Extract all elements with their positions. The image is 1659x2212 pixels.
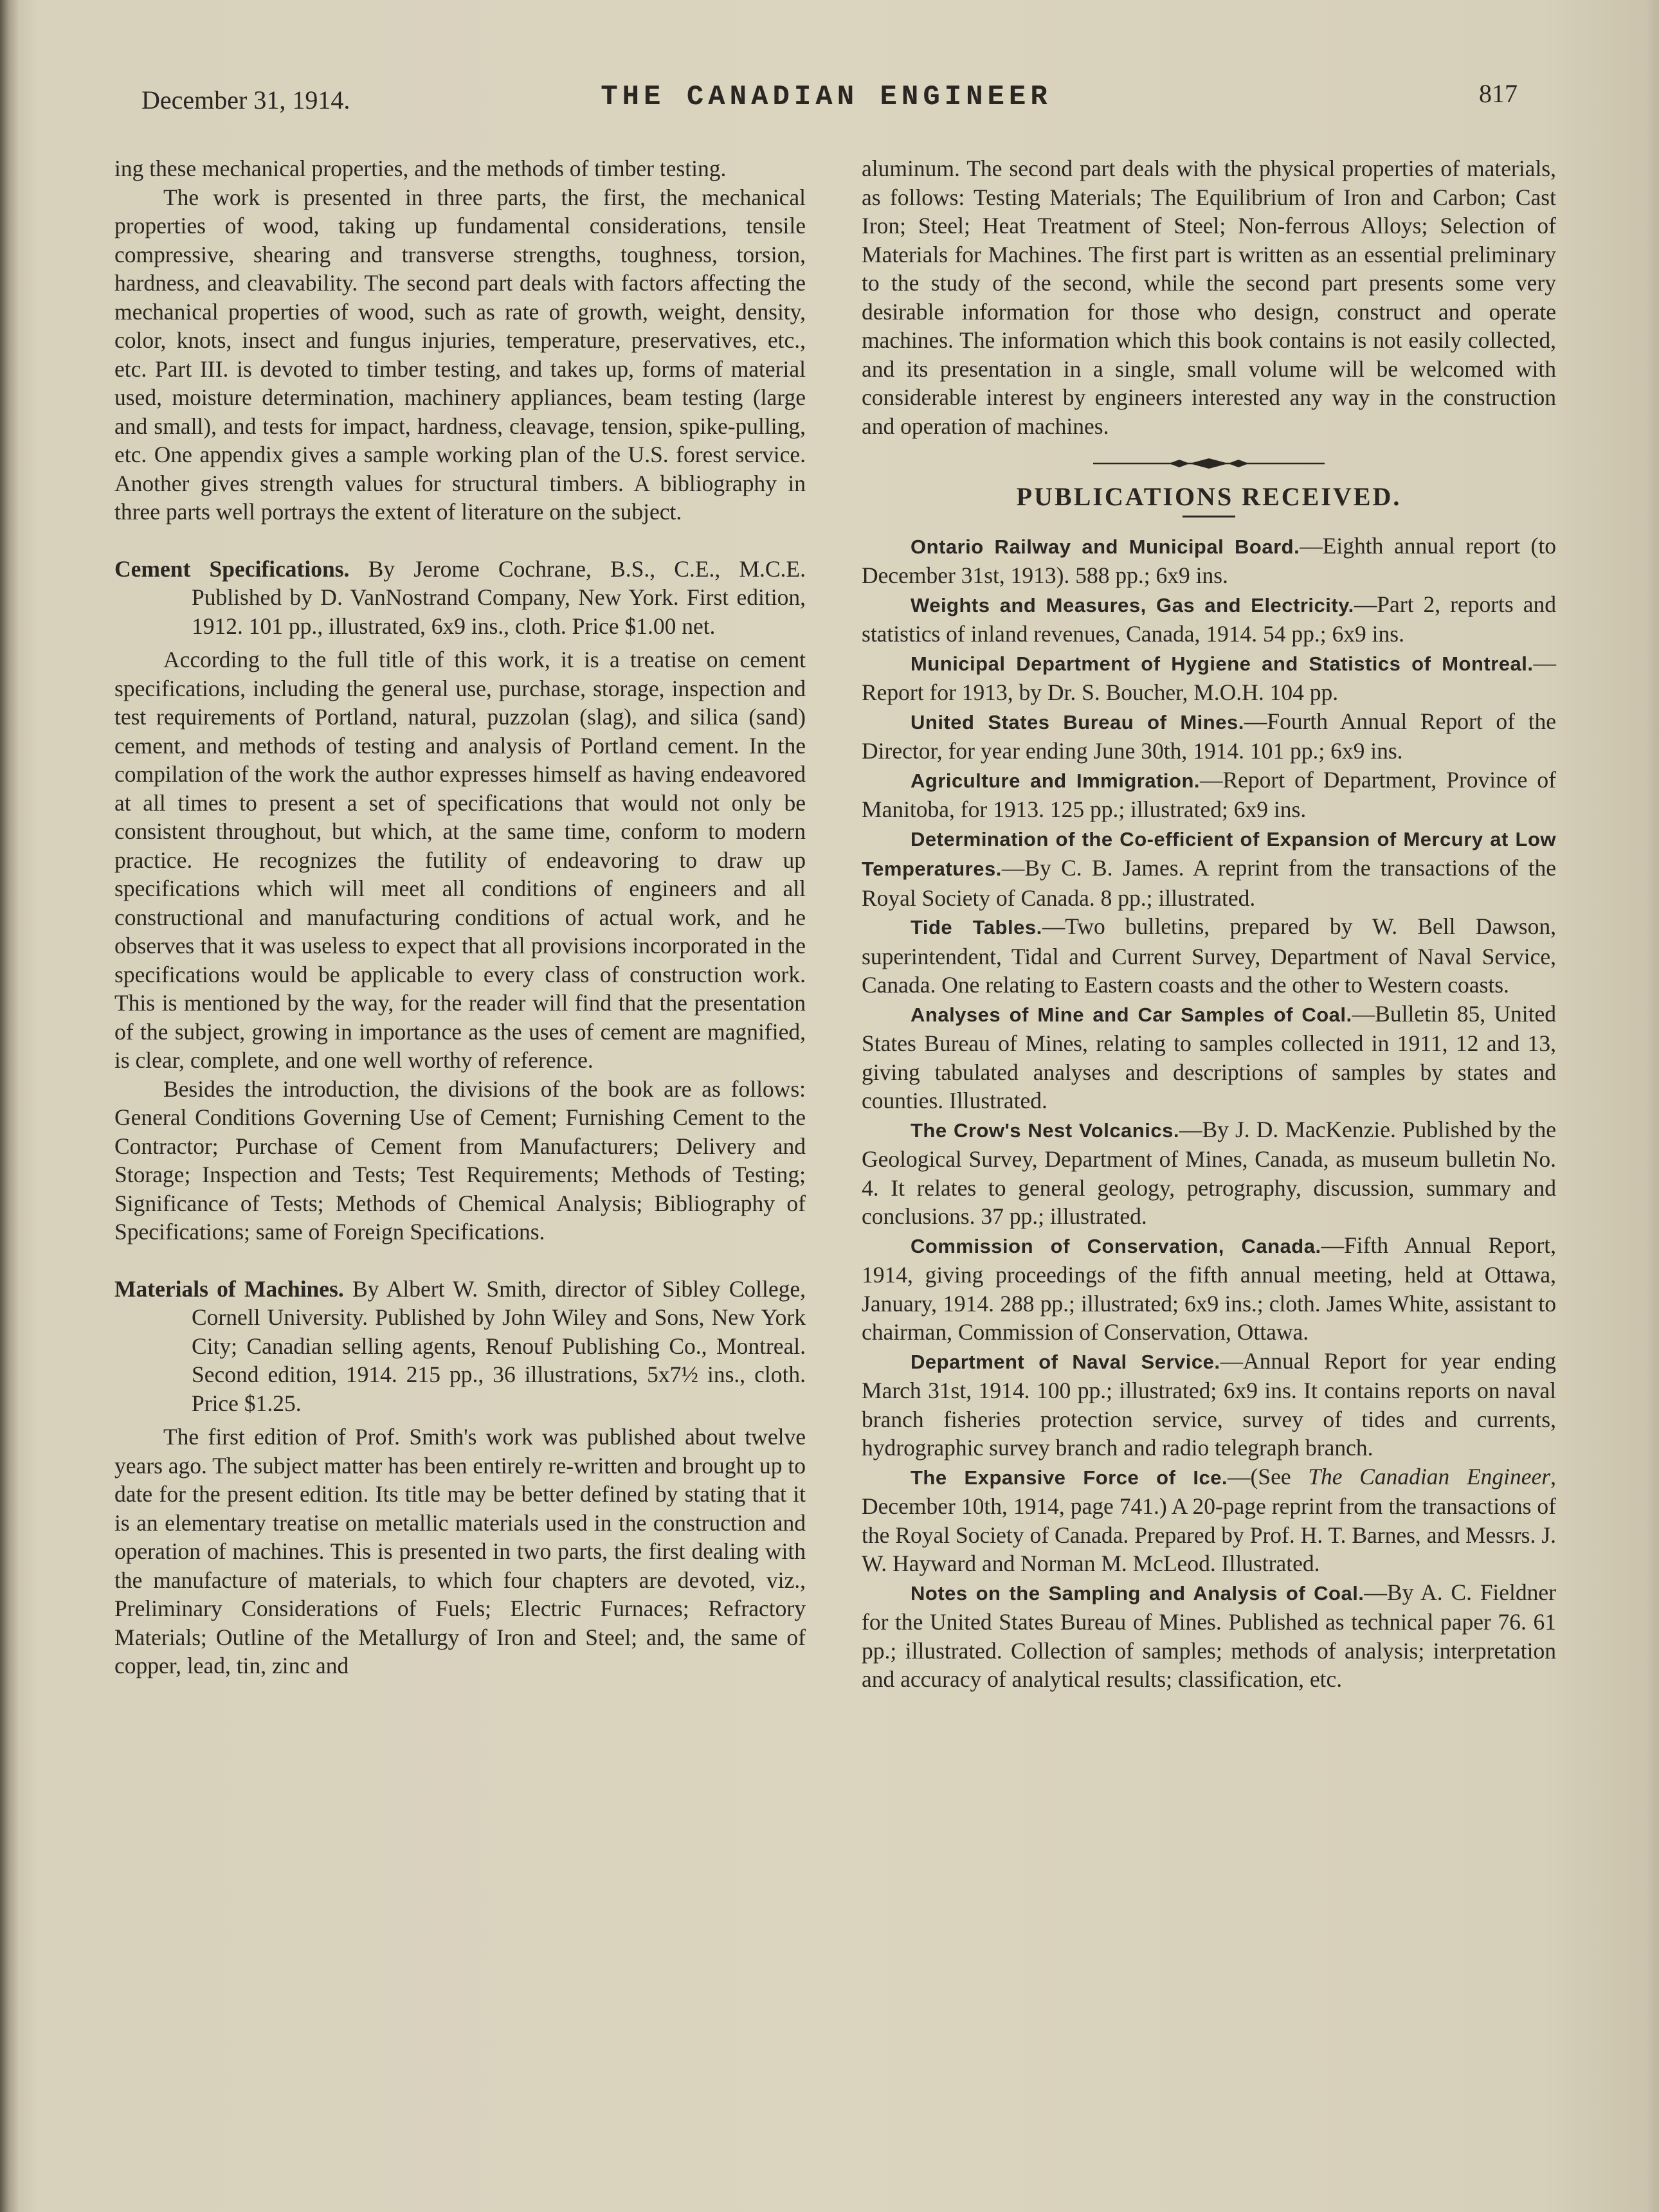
machines-continuation: aluminum. The second part deals with the physical properties of materials, as follows: Testing Materials; The Equilibrium of Iron and Carbon; Cast Iron; Steel; Heat Treatment of Steel; Non-ferrous Alloys; Selection of Materials for Machines. The first part is written as an essential preliminary to the study of the second, while the second part presents some very desirable information for those who design, construct and operate machines. The information which this book contains is not easily collected, and its presentation in a single, small volume will be welcomed with considerable interest by engineers interested any way in the construction and operation of machines. bbox=[862, 156, 1556, 439]
publication-entry: Notes on the Sampling and Analysis of Coal.—By A. C. Fieldner for the United States Bureau of Mines. Published as technical paper 76. 61 pp.; illustrated. Collection of samples; methods of analysis; interpretation and accuracy of analytical results; classification, etc. bbox=[862, 1579, 1556, 1692]
right-column bbox=[862, 154, 1556, 1694]
page-number: 817 bbox=[1479, 79, 1518, 108]
cement-review-heading bbox=[114, 555, 806, 641]
machines-paragraph-1: The first edition of Prof. Smith's work was published about twelve years ago. The subject matter has been entirely re-written and brought up to date for the present edition. Its title may be better defined by stating that it is an elementary treatise on metallic materials used in the construction and operation of machines. This is presented in two parts, the first dealing with the manufacture of materials, to which four chapters are devoted, viz., Preliminary Considerations of Fuels; Electric Furnaces; Refractory Materials; Outline of the Metallurgy of Iron and Steel; and, the same of copper, lead, tin, zinc and bbox=[114, 1424, 806, 1678]
journal-title: THE CANADIAN ENGINEER bbox=[601, 81, 1052, 113]
publication-entry: The Expansive Force of Ice.—(See The Canadian Engineer, December 10th, 1914, page 741.) A 20-page reprint from the transactions of the Royal Society of Canada. Prepared by Prof. H. T. Barnes, and Messrs. J. W. Hayward and Norman M. McLeod. Illustrated. bbox=[862, 1463, 1556, 1576]
publication-entry: Determination of the Co-efficient of Expansion of Mercury at Low Temperatures.—By C. B. James. A reprint from the transactions of the Royal Society of Canada. 8 pp.; illustrated. bbox=[862, 827, 1556, 911]
heading-rule bbox=[1183, 516, 1235, 517]
machines-title: Materials of Machines. bbox=[114, 1275, 344, 1302]
publication-entry: Tide Tables.—Two bulletins, prepared by W. Bell Dawson, superintendent, Tidal and Current Survey, Department of Naval Service, Canada. One relating to Eastern coasts and the other to Western coasts. bbox=[862, 913, 1556, 998]
publication-entry: Municipal Department of Hygiene and Statistics of Montreal.—Report for 1913, by Dr. S. Boucher, M.O.H. 104 pp. bbox=[862, 649, 1556, 705]
cement-byline: By Jerome Cochrane, B.S., C.E., M.C.E. Published by D. VanNostrand Company, New York. First edition, 1912. 101 pp., illustrated, 6x9 ins., cloth. Price $1.00 net. bbox=[192, 555, 806, 639]
ornament-divider bbox=[862, 457, 1556, 470]
left-column bbox=[114, 154, 806, 1680]
page-header bbox=[135, 72, 1518, 117]
publication-entry: Weights and Measures, Gas and Electricity.—Part 2, reports and statistics of inland revenues, Canada, 1914. 54 pp.; 6x9 ins. bbox=[862, 591, 1556, 647]
intro-paragraph: The work is presented in three parts, the first, the mechanical properties of wood, taking up fundamental considerations, tensile compressive, shearing and transverse strengths, toughness, torsion, hardness, and cleavability. The second part deals with factors affecting the mechanical properties of wood, such as rate of growth, weight, density, color, knots, insect and fungus injuries, temperature, preservatives, etc., etc. Part III. is devoted to timber testing, and takes up, forms of material used, moisture determination, machinery appliances, beam testing (large and small), and tests for impact, hardness, cleavage, tension, spike-pulling, etc. One appendix gives a sample working plan of the U.S. forest service. Another gives strength values for structural timbers. A bibliography in three parts well portrays the extent of literature on the subject. bbox=[114, 184, 806, 525]
machines-byline: By Albert W. Smith, director of Sibley College, Cornell University. Published by John Wiley and Sons, New York City; Canadian selling agents, Renouf Publishing Co., Montreal. Second edition, 1914. 215 pp., 36 illustrations, 5x7½ ins., cloth. Price $1.25. bbox=[192, 1275, 806, 1416]
publications-heading: PUBLICATIONS RECEIVED. bbox=[1016, 482, 1402, 511]
cement-title: Cement Specifications. bbox=[114, 555, 350, 582]
intro-tail: ing these mechanical properties, and the methods of timber testing. bbox=[114, 156, 727, 181]
machines-review-heading bbox=[114, 1275, 806, 1418]
issue-date: December 31, 1914. bbox=[141, 85, 350, 114]
publication-entry: The Crow's Nest Volcanics.—By J. D. MacKenzie. Published by the Geological Survey, Department of Mines, Canada, as museum bulletin No. 4. It relates to general geology, petrography, discussion, summary and conclusions. 37 pp.; illustrated. bbox=[862, 1116, 1556, 1229]
publication-entry: United States Bureau of Mines.—Fourth Annual Report of the Director, for year ending June 30th, 1914. 101 pp.; 6x9 ins. bbox=[862, 708, 1556, 764]
publication-entry: Agriculture and Immigration.—Report of Department, Province of Manitoba, for 1913. 125 pp.; illustrated; 6x9 ins. bbox=[862, 766, 1556, 822]
cement-paragraph-1: According to the full title of this work, it is a treatise on cement specifications, including the general use, purchase, storage, inspection and test requirements of Portland, natural, puzzolan (slag), and silica (sand) cement, and methods of testing and analysis of Portland cement. In the compilation of the work the author expresses himself as having endeavored at all times to present a set of specifications that would not only be consistent throughout, but which, at the same time, conform to modern practice. He recognizes the futility of endeavoring to draw up specifications which will meet all conditions of engineers and all constructional and manufacturing conditions of actual work, and he observes that it was useless to expect that all provisions incorporated in the specifications would be applicable to every class of construction work. This is mentioned by the way, for the reader will find that the presentation of the subject, growing in importance as the uses of cement are magnified, is clear, complete, and one well worthy of reference. bbox=[114, 647, 806, 1073]
publication-entry: Ontario Railway and Municipal Board.—Eighth annual report (to December 31st, 1913). 588 pp.; 6x9 ins. bbox=[862, 532, 1556, 588]
journal-reference: The Canadian Engineer bbox=[1308, 1463, 1551, 1489]
cement-paragraph-2: Besides the introduction, the divisions of the book are as follows: General Conditions Governing Use of Cement; Furnishing Cement to the Contractor; Purchase of Cement from Manufacturers; Delivery and Storage; Inspection and Tests; Test Requirements; Methods of Testing; Significance of Tests; Methods of Chemical Analysis; Bibliography of Specifications; same of Foreign Specifications. bbox=[114, 1075, 806, 1245]
publication-entry: Commission of Conservation, Canada.—Fifth Annual Report, 1914, giving proceedings of the fifth annual meeting, held at Ottawa, January, 1914. 288 pp.; illustrated; 6x9 ins.; cloth. James White, assistant to chairman, Commission of Conservation, Ottawa. bbox=[862, 1232, 1556, 1345]
publication-entry: Analyses of Mine and Car Samples of Coal.—Bulletin 85, United States Bureau of Mines, relating to samples collected in 1911, 12 and 13, giving tabulated analyses and descriptions of samples by states and counties. Illustrated. bbox=[862, 1000, 1556, 1113]
publication-entry: Department of Naval Service.—Annual Report for year ending March 31st, 1914. 100 pp.; illustrated; 6x9 ins. It contains reports on naval branch fisheries protection service, survey of tides and currents, hydrographic survey branch and radio telegraph branch. bbox=[862, 1347, 1556, 1461]
